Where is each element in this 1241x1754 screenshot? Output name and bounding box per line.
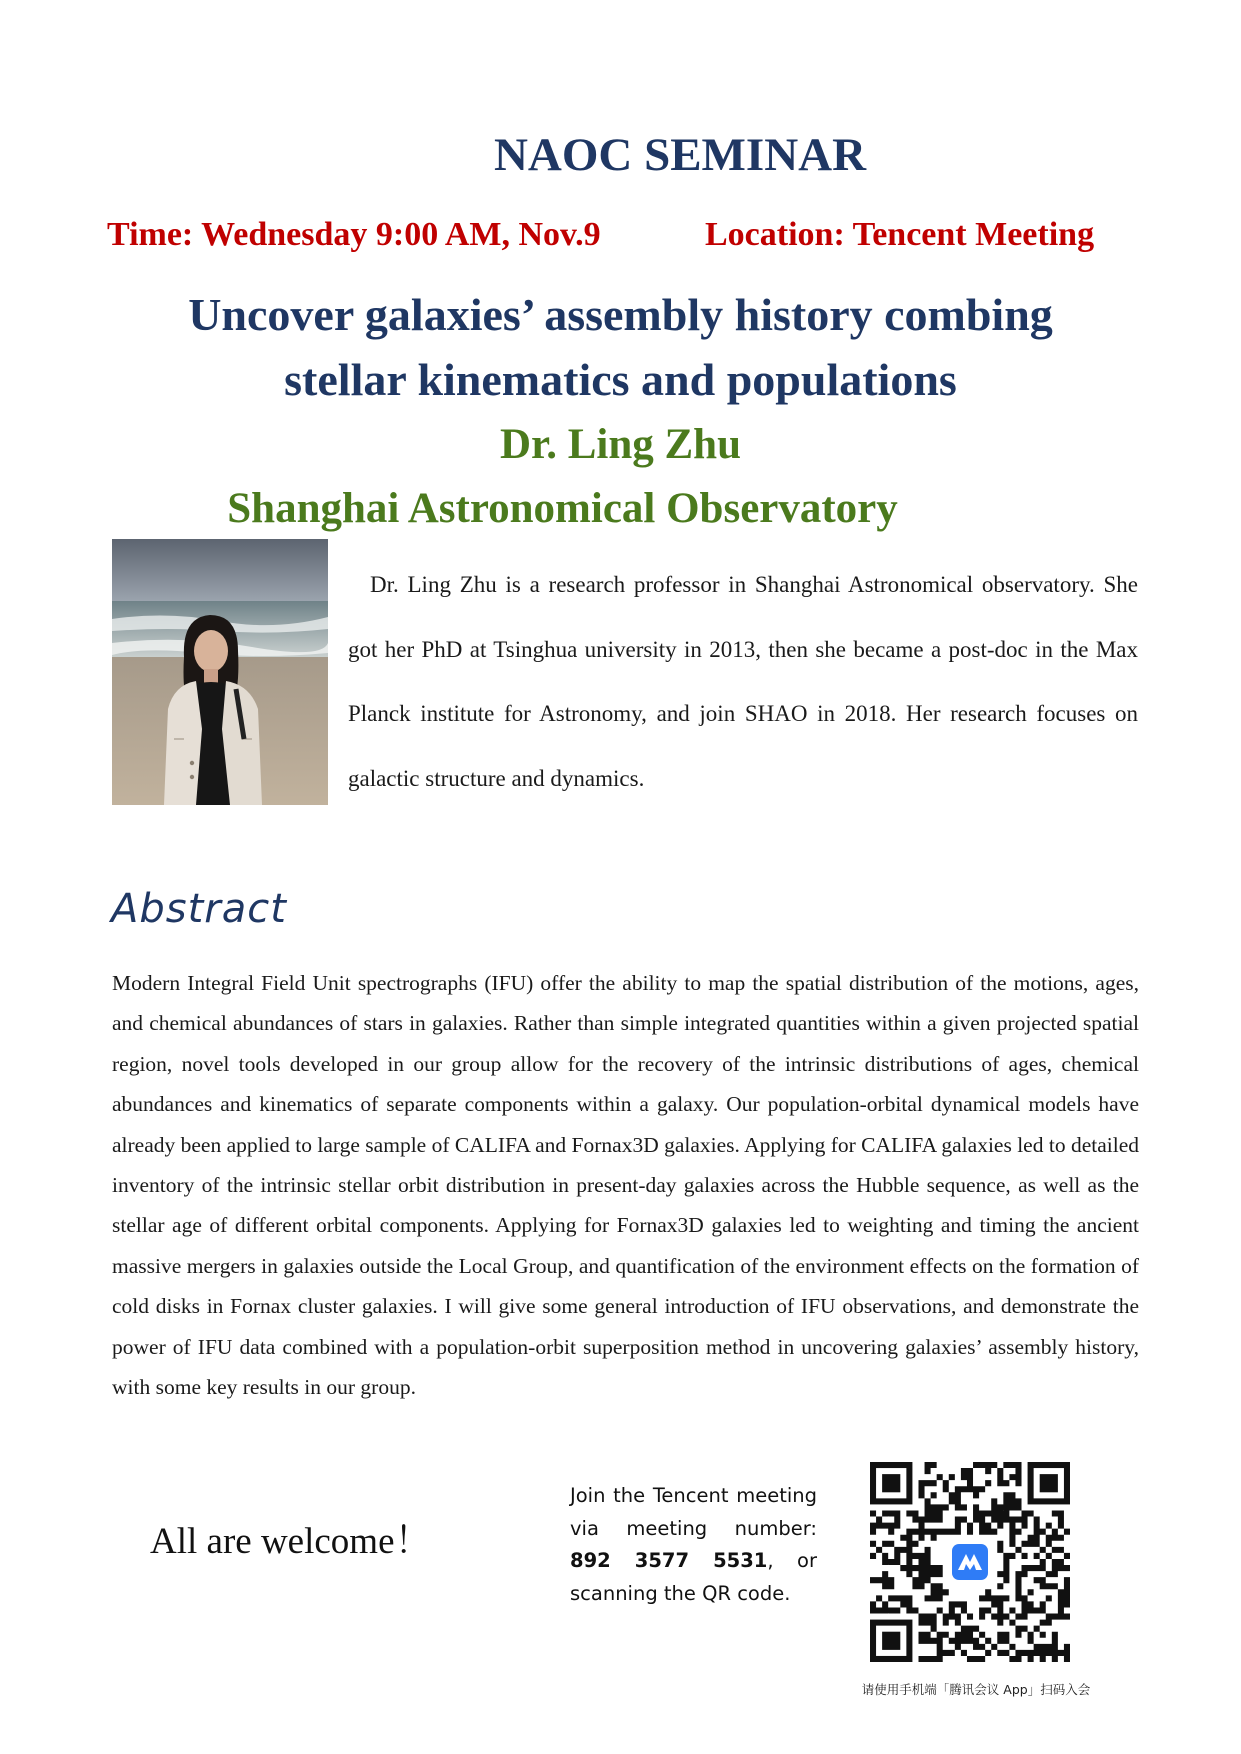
talk-title-line2: stellar kinematics and populations: [284, 354, 957, 405]
talk-title: [0, 282, 1241, 412]
seminar-title: NAOC SEMINAR: [493, 129, 867, 181]
qr-finder-top-left: [870, 1462, 912, 1504]
qr-finder-bottom-left: [870, 1620, 912, 1662]
qr-caption: 请使用手机端「腾讯会议 App」扫码入会: [861, 1682, 1091, 1697]
speaker-photo: [112, 539, 328, 805]
welcome-text: All are welcome！: [150, 1521, 432, 1562]
meeting-number: 892 3577 5531: [570, 1549, 768, 1572]
qr-finder-top-right: [1028, 1462, 1070, 1504]
speaker-bio: [348, 553, 1138, 811]
abstract-heading: Abstract: [111, 886, 287, 932]
join-prefix: Join the Tencent meeting via meeting number:: [570, 1484, 817, 1540]
join-instructions: [570, 1480, 817, 1610]
qr-code-image: [870, 1462, 1070, 1662]
abstract-body: [112, 963, 1139, 1407]
tencent-meeting-logo-icon: [948, 1540, 992, 1584]
abstract-text: Modern Integral Field Unit spectrographs (IFU) offer the ability to map the spatial distribution of the motions, ages, and chemical abundances of stars in galaxies. Rather than simple integrated quantities within a given projected spatial region, novel tools developed in our group allow for the recovery of the intrinsic distributions of ages, chemical abundances and kinematics of separate components within a galaxy. Our population-orbital dynamical models have already been applied to large sample of CALIFA and Fornax3D galaxies. Applying for CALIFA galaxies led to detailed inventory of the intrinsic stellar orbit distribution in present-day galaxies across the Hubble sequence, as well as the stellar age of different orbital components. Applying for Fornax3D galaxies led to weighting and timing the ancient massive mergers in galaxies outside the Local Group, and quantification of the environment effects on the formation of cold disks in Fornax cluster galaxies. I will give some general introduction of IFU observations, and demonstrate the power of IFU data combined with a population-orbit superposition method in uncovering galaxies’ assembly history, with some key results in our group.: [112, 971, 1139, 1400]
join-suffix: , or scanning the QR code.: [570, 1549, 817, 1605]
speaker-bio-text: Dr. Ling Zhu is a research professor in Shanghai Astronomical observatory. She got her PhD at Tsinghua university in 2013, then she became a post-doc in the Max Planck institute for Astronomy, and join SHAO in 2018. Her research focuses on galactic structure and dynamics.: [348, 572, 1138, 791]
talk-title-line1: Uncover galaxies’ assembly history combing: [188, 289, 1053, 340]
speaker-name: Dr. Ling Zhu: [500, 421, 741, 468]
speaker-photo-image: [112, 539, 328, 805]
speaker-affiliation: Shanghai Astronomical Observatory: [227, 485, 898, 532]
meeting-qr-code[interactable]: [870, 1462, 1070, 1662]
location-text: Location: Tencent Meeting: [705, 216, 1095, 253]
time-text: Time: Wednesday 9:00 AM, Nov.9: [107, 216, 601, 253]
